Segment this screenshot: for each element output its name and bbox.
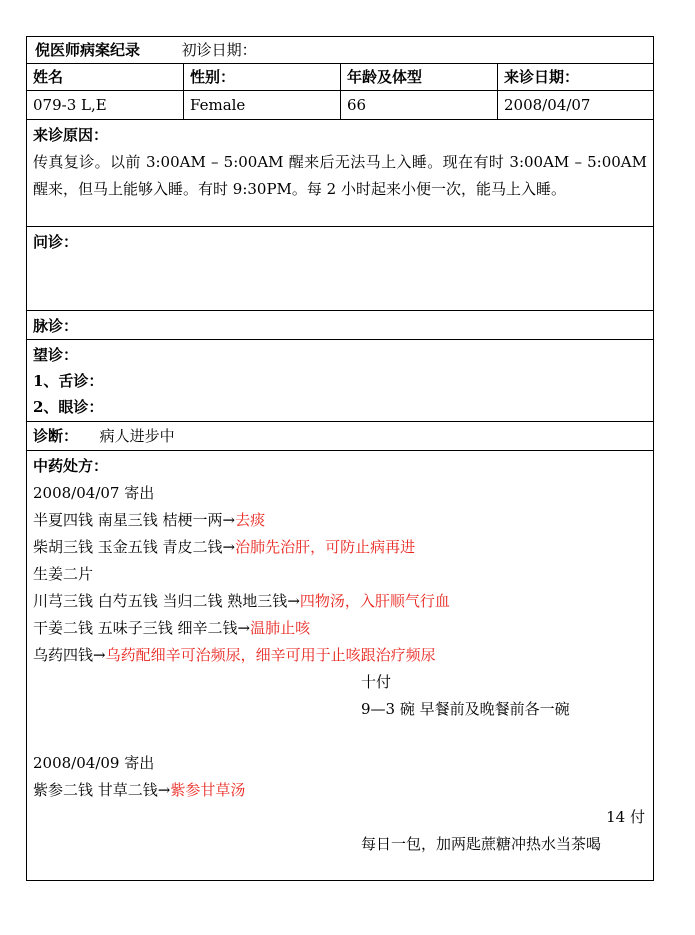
prescription-label: 中药处方： [33, 457, 109, 475]
label-name: 姓名 [27, 64, 184, 90]
header-row [27, 37, 653, 64]
info-values-row [27, 91, 653, 120]
herbs: 紫参二钱 甘草二钱 [33, 781, 158, 799]
reason-label: 来诊原因： [33, 126, 109, 144]
herbs: 川芎三钱 白芍五钱 当归二钱 熟地三钱 [33, 592, 288, 610]
p1-date: 2008/04/07 寄出 [33, 484, 155, 502]
reason-text: 传真复诊。以前 3:00AM – 5:00AM 醒来后无法马上入睡。现在有时 3:00AM – 5:00AM 醒来，但马上能够入睡。有时 9:30PM。每 2 小时起来小便一次，能马上入睡。 [33, 153, 647, 198]
label-age: 年龄及体型 [341, 64, 498, 90]
value-visit-date: 2008/04/07 [504, 96, 591, 114]
inquiry-label: 问诊： [33, 233, 79, 251]
herbs: 干姜二钱 五味子三钱 细辛二钱 [33, 619, 238, 637]
note: 四物汤，入肝顺气行血 [299, 592, 450, 610]
p1-line-2 [33, 534, 415, 560]
inquiry-section [27, 227, 653, 311]
p2-quantity: 14 付 [606, 808, 645, 826]
reason-section [27, 120, 653, 227]
note: 乌药配细辛可治频尿，细辛可用于止咳跟治疗频尿 [105, 646, 436, 664]
arrow-icon: → [222, 538, 236, 556]
p1-line-1 [33, 507, 265, 533]
p2-dosage: 每日一包，加两匙蔗糖冲热水当茶喝 [361, 835, 602, 853]
label-visit-date: 来诊日期： [504, 68, 580, 86]
arrow-icon: → [287, 592, 300, 610]
p1-quantity: 十付 [361, 673, 392, 691]
p1-dosage: 9—3 碗 早餐前及晚餐前各一碗 [361, 700, 570, 718]
herbs: 生姜二片 [33, 565, 94, 583]
diagnosis-label: 诊断： [33, 427, 79, 445]
tongue-label: 1、舌诊： [33, 372, 104, 390]
value-sex: Female [184, 91, 341, 119]
note: 紫参甘草汤 [170, 781, 246, 799]
arrow-icon: → [157, 781, 171, 799]
note: 温肺止咳 [250, 619, 311, 637]
note: 治肺先治肝，可防止病再进 [235, 538, 416, 556]
p1-line-4 [33, 588, 450, 614]
p1-line-6 [33, 642, 436, 668]
p2-line-1 [33, 777, 245, 803]
arrow-icon: → [237, 619, 251, 637]
info-labels-row [27, 64, 653, 91]
pulse-label: 脉诊： [33, 317, 79, 335]
diagnosis-text: 病人进步中 [99, 427, 175, 445]
note: 去痰 [235, 511, 266, 529]
inspection-section [27, 340, 653, 422]
eye-label: 2、眼诊： [33, 398, 104, 416]
diagnosis-section [27, 422, 653, 451]
pulse-section [27, 311, 653, 340]
herbs: 乌药四钱 [33, 646, 94, 664]
prescription-section [27, 451, 653, 882]
label-sex: 性别： [184, 64, 341, 90]
p1-line-5 [33, 615, 310, 641]
value-name: 079-3 L,E [27, 91, 184, 119]
p1-line-3 [33, 561, 93, 587]
case-record-sheet [26, 36, 654, 881]
inspection-label: 望诊： [33, 346, 79, 364]
value-age: 66 [341, 91, 498, 119]
herbs: 半夏四钱 南星三钱 桔梗一两 [33, 511, 223, 529]
herbs: 柴胡三钱 玉金五钱 青皮二钱 [33, 538, 223, 556]
arrow-icon: → [222, 511, 236, 529]
record-title: 倪医师病案纪录 [35, 41, 141, 59]
arrow-icon: → [93, 646, 106, 664]
p2-date: 2008/04/09 寄出 [33, 754, 155, 772]
first-visit-label: 初诊日期： [181, 41, 257, 59]
